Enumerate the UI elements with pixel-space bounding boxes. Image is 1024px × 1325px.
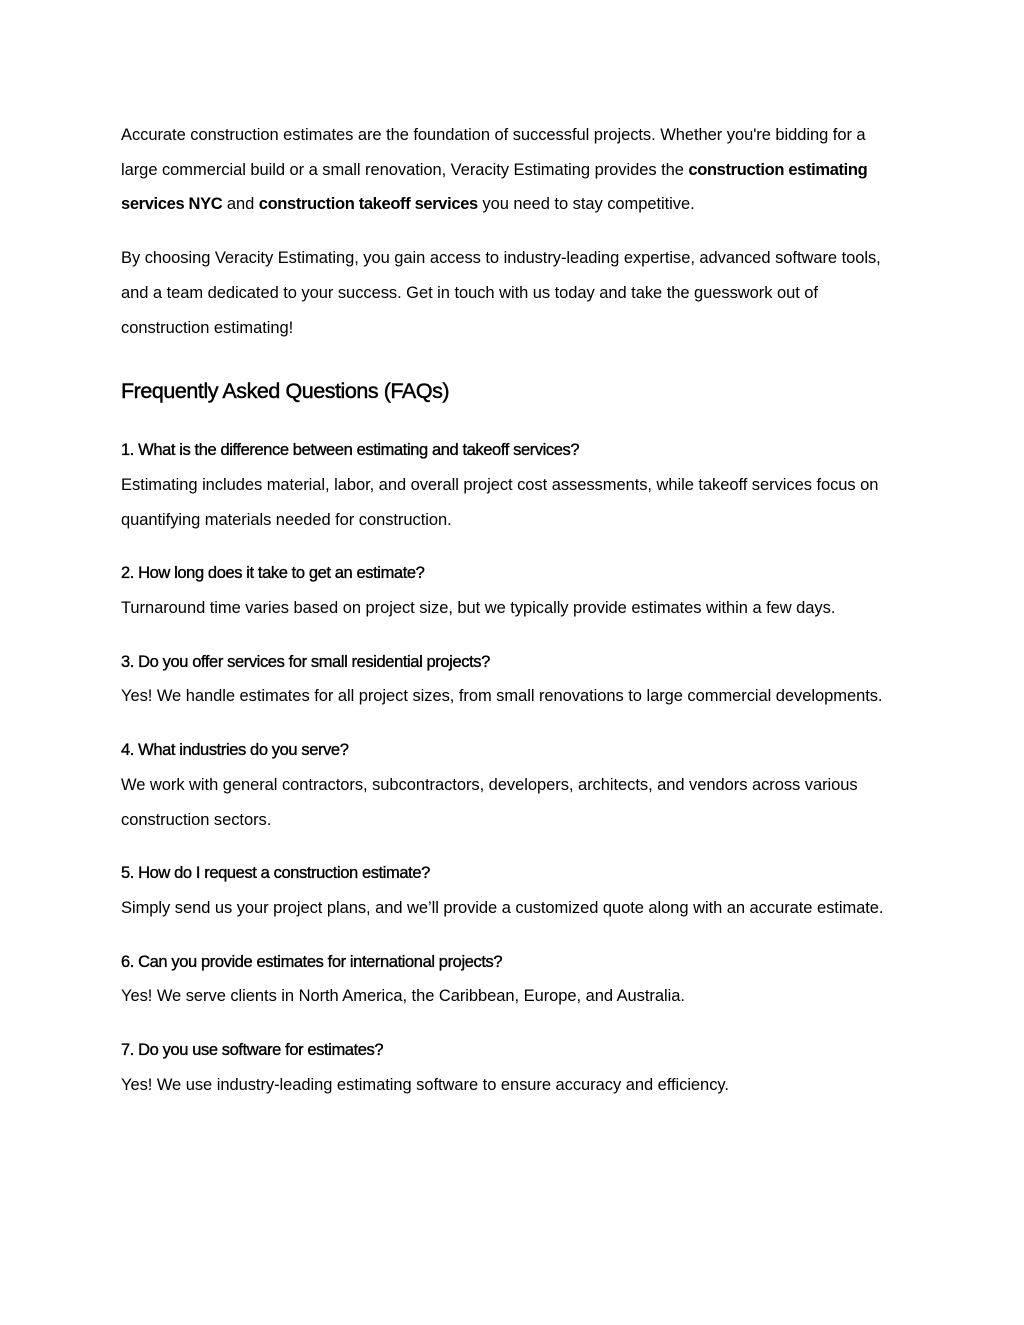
faq-answer: Yes! We handle estimates for all project sizes, from small renovations to large commercial developments.	[121, 687, 883, 706]
intro-text-2: and	[222, 195, 259, 214]
intro-text-1: Accurate construction estimates are the foundation of successful projects. Whether you're bidding for a large commercial build or a small renovation, Veracity Estimating provides the	[121, 126, 866, 179]
faq-question: 5. How do I request a construction estimate?	[121, 864, 430, 883]
intro-paragraph-2: By choosing Veracity Estimating, you gain access to industry-leading expertise, advanced software tools, and a team dedicated to your success. Get in touch with us today and take the guesswork out of construction estimating!	[121, 249, 881, 337]
intro-text-3: you need to stay competitive.	[477, 195, 695, 214]
faq-item-7	[121, 1033, 903, 1102]
faq-list	[121, 433, 903, 1102]
faq-answer: Yes! We use industry-leading estimating software to ensure accuracy and efficiency.	[121, 1075, 729, 1094]
faq-item-5	[121, 856, 903, 925]
faq-question: 2. How long does it take to get an estimate?	[121, 564, 425, 583]
faq-item-4	[121, 733, 903, 837]
faq-question: 4. What industries do you serve?	[121, 741, 349, 760]
faq-question: 6. Can you provide estimates for international projects?	[121, 952, 503, 971]
keyword-takeoff-services: construction takeoff services	[258, 195, 478, 214]
faq-answer: Simply send us your project plans, and we’ll provide a customized quote along with an accurate estimate.	[121, 898, 884, 917]
faq-question: 7. Do you use software for estimates?	[121, 1041, 384, 1060]
faq-item-3	[121, 645, 903, 714]
faq-item-1	[121, 433, 903, 537]
faq-question: 3. Do you offer services for small residential projects?	[121, 652, 490, 671]
faq-answer: Turnaround time varies based on project size, but we typically provide estimates within a few days.	[121, 599, 836, 618]
faq-question: 1. What is the difference between estimating and takeoff services?	[121, 441, 580, 460]
faq-answer: Estimating includes material, labor, and overall project cost assessments, while takeoff services focus on quantifying materials needed for construction.	[121, 475, 879, 529]
faq-heading: Frequently Asked Questions (FAQs)	[121, 379, 450, 404]
faq-answer: Yes! We serve clients in North America, the Caribbean, Europe, and Australia.	[121, 987, 685, 1006]
faq-answer: We work with general contractors, subcontractors, developers, architects, and vendors across various construction sectors.	[121, 775, 858, 829]
keyword-estimating-services-nyc: construction estimating services NYC	[121, 160, 868, 214]
faq-item-2	[121, 556, 903, 625]
intro-paragraph-1	[121, 118, 903, 222]
faq-item-6	[121, 945, 903, 1014]
